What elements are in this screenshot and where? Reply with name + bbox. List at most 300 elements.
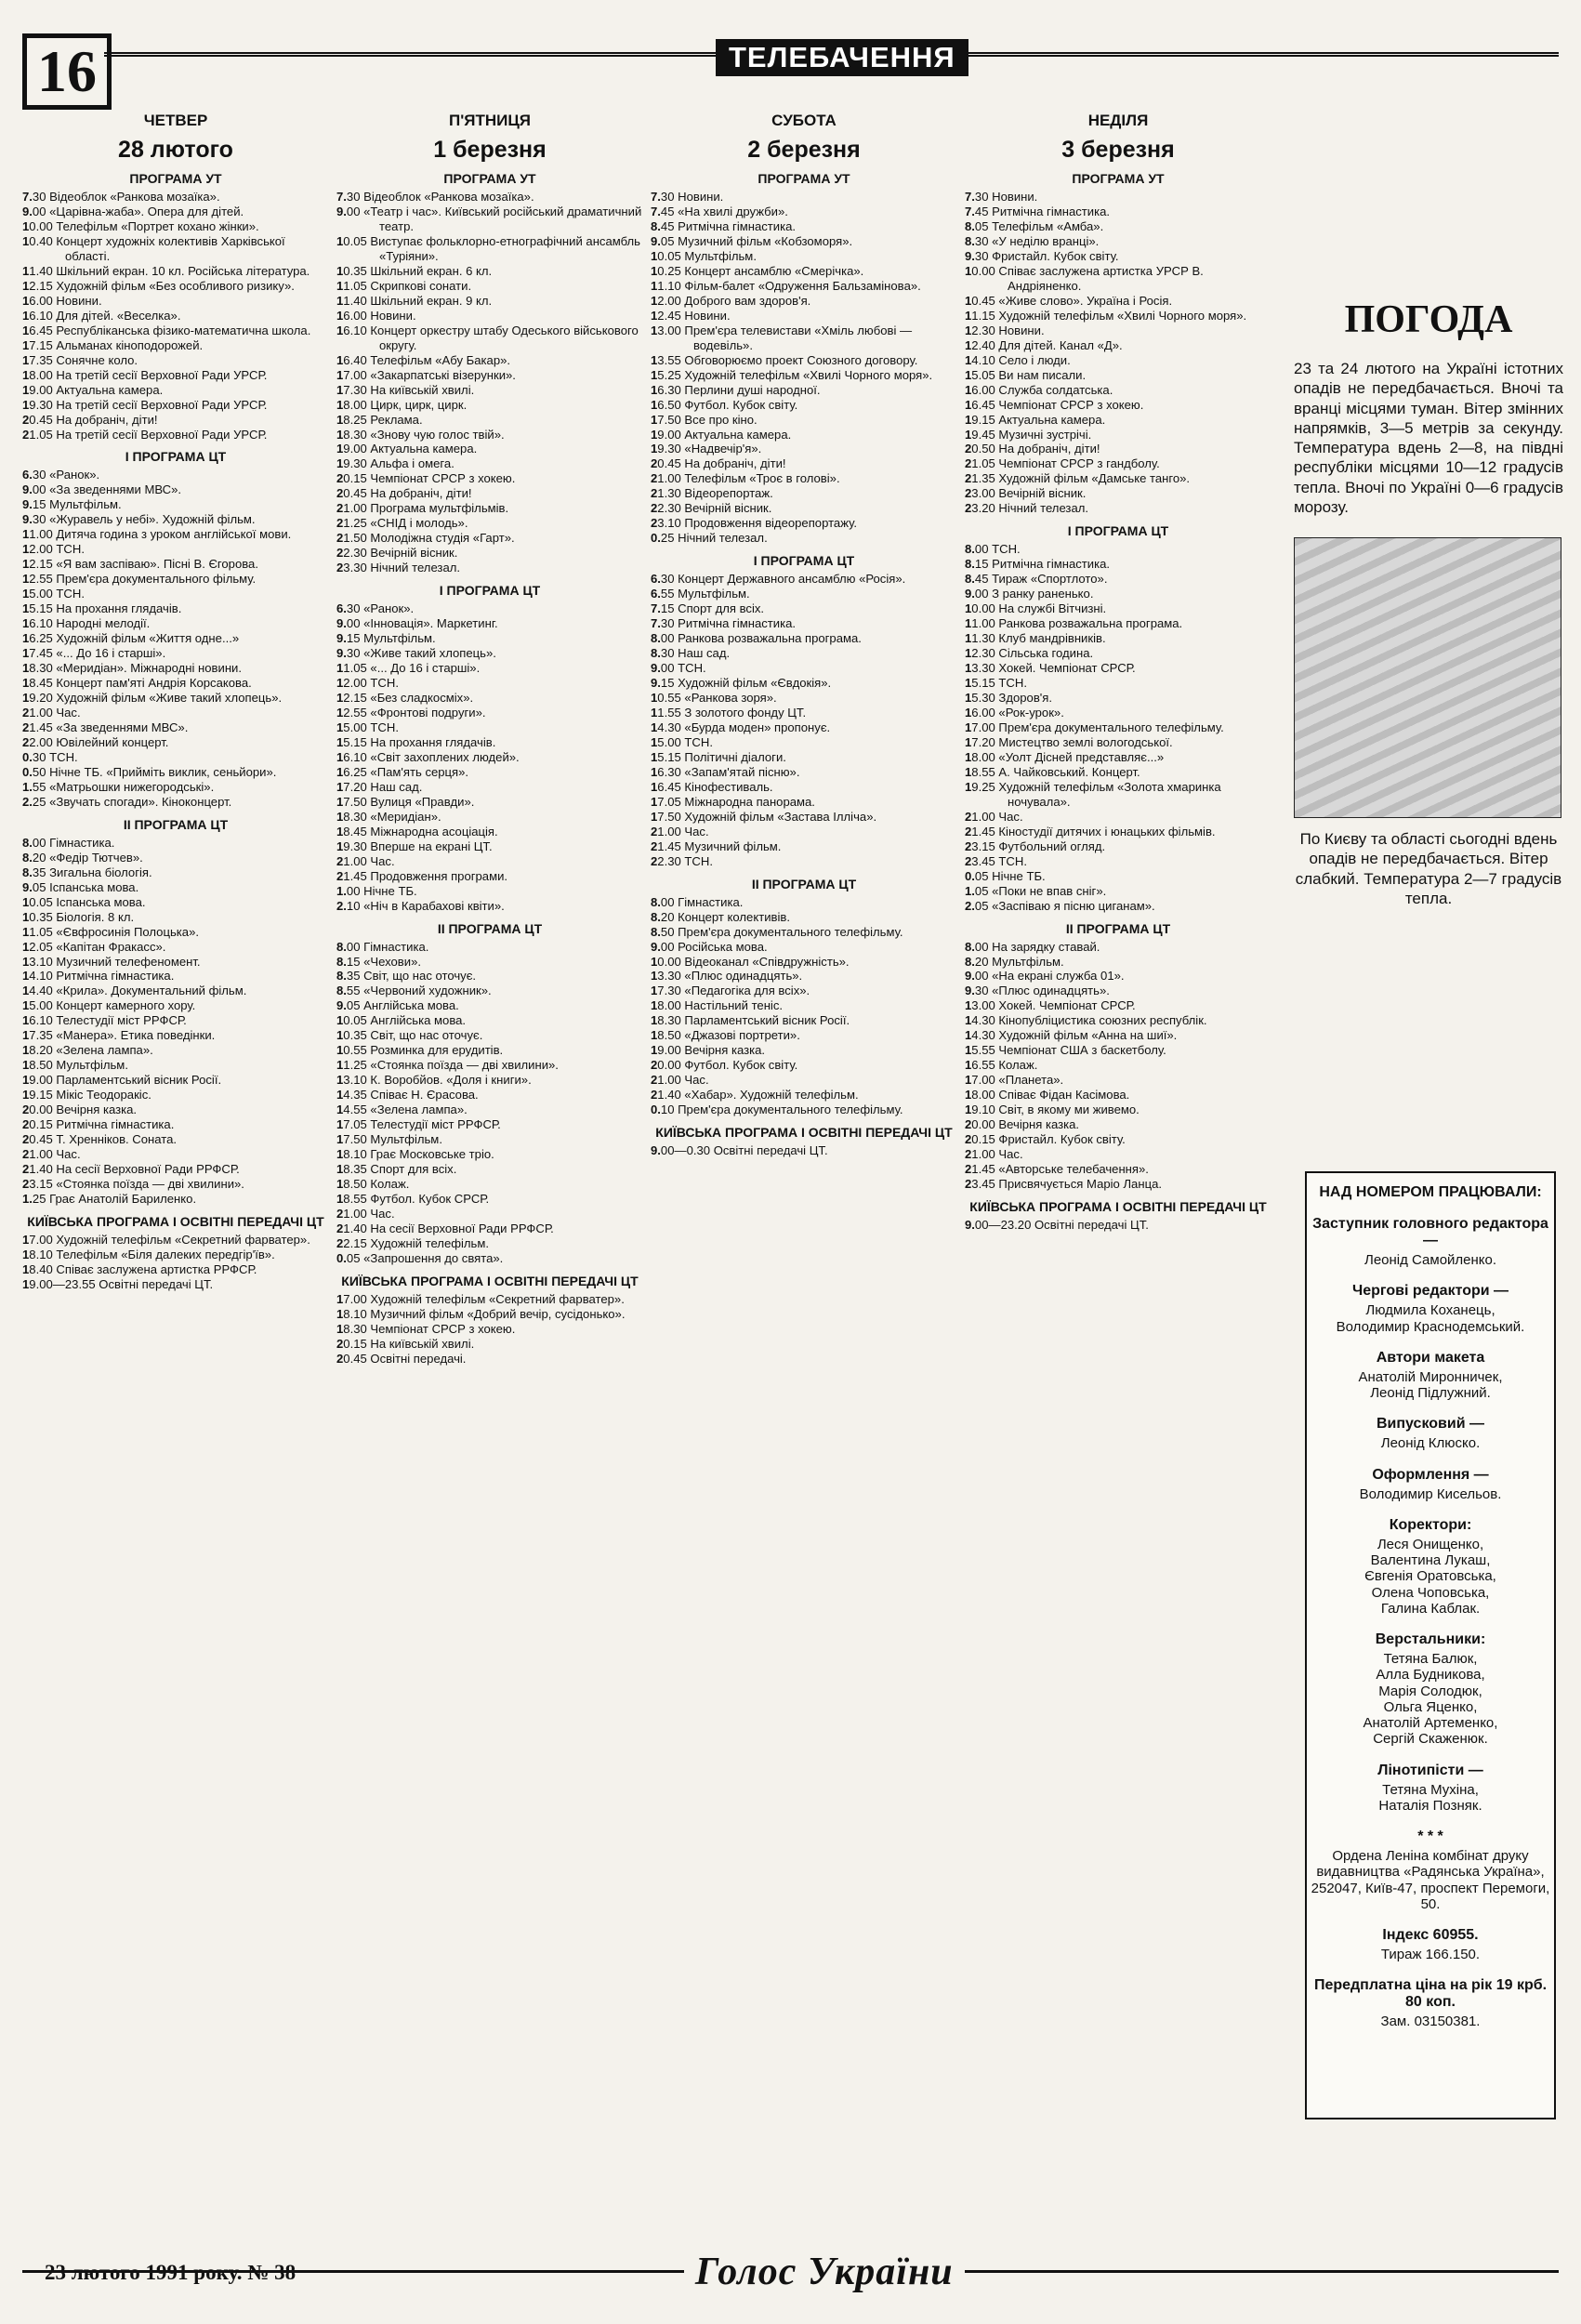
schedule-lines bbox=[965, 190, 1271, 1233]
weather-panel bbox=[1294, 297, 1563, 908]
schedule-item: 9.15 Мультфільм. bbox=[336, 631, 436, 646]
staff-role: Коректори: bbox=[1389, 1516, 1472, 1533]
schedule-item: 12.05 «Капітан Фракасс». bbox=[22, 939, 166, 954]
program-heading: I ПРОГРАМА ЦТ bbox=[753, 553, 855, 569]
schedule-item: 19.00—23.55 Освітні передачі ЦТ. bbox=[22, 1276, 214, 1291]
schedule-item: 8.35 Світ, що нас оточує. bbox=[336, 969, 477, 984]
program-heading: I ПРОГРАМА ЦТ bbox=[125, 449, 227, 465]
schedule-item: 23.10 Продовження відеорепортажу. bbox=[651, 516, 857, 531]
schedule-item: 21.00 Програма мультфільмів. bbox=[336, 501, 509, 516]
schedule-item: 21.00 Час. bbox=[22, 1147, 81, 1162]
schedule-item: 21.40 На сесії Верховної Ради РРФСР. bbox=[336, 1221, 554, 1235]
schedule-item: 18.10 Музичний фільм «Добрий вечір, сусідонько». bbox=[336, 1306, 626, 1321]
schedule-item: 20.00 Вечірня казка. bbox=[965, 1117, 1080, 1132]
schedule-item: 2.10 «Ніч в Карабахові квіти». bbox=[336, 898, 505, 913]
schedule-item: 8.15 Ритмічна гімнастика. bbox=[965, 557, 1111, 572]
schedule-item: 15.15 Політичні діалоги. bbox=[651, 749, 786, 764]
staff-names: Зам. 03150381. bbox=[1380, 2014, 1481, 2030]
schedule-item: 1.00 Нічне ТБ. bbox=[336, 883, 417, 898]
schedule-item: 17.35 «Манера». Етика поведінки. bbox=[22, 1028, 216, 1043]
schedule-item: 8.45 Тираж «Спортлото». bbox=[965, 572, 1108, 587]
schedule-item: 20.45 На добраніч, діти! bbox=[336, 486, 472, 501]
schedule-item: 0.10 Прем'єра документального телефільму. bbox=[651, 1103, 903, 1117]
schedule-item: 21.00 Час. bbox=[336, 853, 395, 868]
schedule-item: 21.00 Телефільм «Троє в голові». bbox=[651, 471, 840, 486]
schedule-item: 7.15 Спорт для всіх. bbox=[651, 601, 765, 616]
schedule-item: 12.40 Для дітей. Канал «Д». bbox=[965, 337, 1123, 352]
schedule-item: 9.00 «Царівна-жаба». Опера для дітей. bbox=[22, 204, 244, 218]
schedule-item: 9.05 Іспанська мова. bbox=[22, 879, 139, 894]
schedule-item: 8.15 «Чехови». bbox=[336, 954, 421, 969]
schedule-item: 10.35 Світ, що нас оточує. bbox=[336, 1028, 483, 1043]
program-heading: КИЇВСЬКА ПРОГРАМА І ОСВІТНІ ПЕРЕДАЧІ ЦТ bbox=[969, 1199, 1267, 1214]
day-date: 28 лютого bbox=[118, 137, 233, 163]
schedule-item: 17.00 «Закарпатські візерунки». bbox=[336, 367, 516, 382]
schedule-item: 8.20 Мультфільм. bbox=[965, 954, 1064, 969]
schedule-item: 23.15 «Стоянка поїзда — дві хвилини». bbox=[22, 1177, 244, 1192]
schedule-item: 8.00 На зарядку ставай. bbox=[965, 939, 1100, 954]
schedule-item: 7.45 «На хвилі дружби». bbox=[651, 204, 788, 218]
schedule-item: 9.05 Англійська мова. bbox=[336, 998, 459, 1013]
schedule-item: 21.00 Час. bbox=[22, 705, 81, 720]
schedule-item: 11.55 З золотого фонду ЦТ. bbox=[651, 705, 807, 720]
schedule-item: 20.45 На добраніч, діти! bbox=[651, 456, 786, 471]
schedule-item: 0.05 «Запрошення до свята». bbox=[336, 1250, 504, 1265]
schedule-item: 21.45 Музичний фільм. bbox=[651, 838, 782, 853]
schedule-item: 8.20 Концерт колективів. bbox=[651, 909, 790, 924]
staff-names: Тираж 166.150. bbox=[1380, 1947, 1481, 1962]
schedule-item: 17.05 Телестудії міст РРФСР. bbox=[336, 1117, 501, 1132]
schedule-item: 17.45 «... До 16 і старші». bbox=[22, 646, 166, 661]
staff-credit bbox=[1307, 1631, 1554, 1748]
schedule-item: 16.30 «Запам'ятай пісню». bbox=[651, 764, 800, 779]
schedule-item: 11.00 Дитяча година з уроком англійської мови. bbox=[22, 527, 292, 542]
schedule-item: 10.05 Англійська мова. bbox=[336, 1013, 467, 1028]
schedule-item: 16.10 Народні мелодії. bbox=[22, 616, 151, 631]
schedule-item: 22.00 Ювілейний концерт. bbox=[22, 734, 169, 749]
program-heading: II ПРОГРАМА ЦТ bbox=[751, 876, 857, 891]
program-heading: ПРОГРАМА УТ bbox=[129, 171, 222, 186]
program-heading: ПРОГРАМА УТ bbox=[758, 171, 850, 186]
staff-credit bbox=[1307, 1350, 1554, 1402]
schedule-item: 6.30 Концерт Державного ансамблю «Росія». bbox=[651, 572, 906, 587]
schedule-item: 9.15 Художній фільм «Євдокія». bbox=[651, 676, 832, 691]
schedule-item: 20.45 На добраніч, діти! bbox=[22, 412, 158, 427]
schedule-item: 21.50 Молодіжна студія «Гарт». bbox=[336, 531, 515, 546]
schedule-item: 8.35 Зигальна біологія. bbox=[22, 865, 152, 879]
schedule-item: 7.30 Новини. bbox=[965, 190, 1038, 204]
schedule-item: 8.00 ТСН. bbox=[965, 542, 1021, 557]
schedule-item: 18.50 Колаж. bbox=[336, 1177, 410, 1192]
schedule-item: 18.55 А. Чайковський. Концерт. bbox=[965, 764, 1140, 779]
staff-credit bbox=[1307, 1216, 1554, 1268]
schedule-item: 18.50 Мультфільм. bbox=[22, 1058, 128, 1073]
schedule-item: 9.00 «За зведеннями МВС». bbox=[22, 482, 182, 497]
schedule-item: 19.00 Актуальна камера. bbox=[651, 427, 792, 442]
schedule-item: 16.25 Художній фільм «Життя одне...» bbox=[22, 631, 240, 646]
schedule-item: 12.55 Прем'єра документального фільму. bbox=[22, 572, 257, 587]
program-heading: II ПРОГРАМА ЦТ bbox=[437, 920, 543, 936]
schedule-item: 14.30 «Бурда моден» пропонує. bbox=[651, 720, 831, 734]
schedule-item: 13.30 «Плюс одинадцять». bbox=[651, 969, 803, 984]
schedule-item: 6.55 Мультфільм. bbox=[651, 587, 750, 601]
schedule-item: 0.05 Нічне ТБ. bbox=[965, 868, 1046, 883]
schedule-item: 21.00 Час. bbox=[965, 1147, 1023, 1162]
schedule-item: 17.30 На київській хвилі. bbox=[336, 382, 475, 397]
schedule-item: 18.45 Концерт пам'яті Андрія Корсакова. bbox=[22, 676, 252, 691]
schedule-item: 16.00 Новини. bbox=[336, 308, 416, 323]
schedule-item: 18.30 «Знову чую голос твій». bbox=[336, 427, 505, 442]
schedule-item: 19.30 «Надвечір'я». bbox=[651, 442, 762, 456]
schedule-item: 10.00 Телефільм «Портрет кохано жінки». bbox=[22, 218, 259, 233]
schedule-item: 17.00 «Планета». bbox=[965, 1073, 1064, 1088]
schedule-item: 19.25 Художній телефільм «Золота хмаринка ночувала». bbox=[965, 779, 1221, 809]
schedule-item: 21.05 На третій сесії Верховної Ради УРСР. bbox=[22, 427, 268, 442]
schedule-item: 20.00 Футбол. Кубок світу. bbox=[651, 1058, 798, 1073]
schedule-item: 9.00 «Театр і час». Київський російський драматичний театр. bbox=[336, 204, 642, 233]
staff-role: Верстальники: bbox=[1375, 1631, 1486, 1647]
program-heading: I ПРОГРАМА ЦТ bbox=[439, 583, 541, 599]
schedule-item: 10.55 «Ранкова зоря». bbox=[651, 691, 777, 705]
program-heading: ПРОГРАМА УТ bbox=[1072, 171, 1165, 186]
schedule-item: 10.55 Розминка для ерудитів. bbox=[336, 1043, 504, 1058]
schedule-item: 14.30 Кінопубліцистика союзних республік. bbox=[965, 1013, 1207, 1028]
day-date: 1 березня bbox=[433, 137, 547, 163]
schedule-item: 15.00 ТСН. bbox=[336, 720, 399, 734]
schedule-item: 6.30 «Ранок». bbox=[22, 468, 100, 482]
schedule-item: 7.30 Відеоблок «Ранкова мозаїка». bbox=[336, 190, 534, 204]
schedule-item: 7.45 Ритмічна гімнастика. bbox=[965, 204, 1111, 218]
schedule-item: 16.45 Кінофестиваль. bbox=[651, 779, 773, 794]
schedule-item: 15.55 Чемпіонат США з баскетболу. bbox=[965, 1043, 1166, 1058]
schedule-item: 10.35 Біологія. 8 кл. bbox=[22, 909, 135, 924]
schedule-item: 23.45 Присвячується Маріо Ланца. bbox=[965, 1177, 1162, 1192]
weather-title: ПОГОДА bbox=[1344, 298, 1513, 341]
schedule-item: 16.40 Телефільм «Абу Бакар». bbox=[336, 352, 511, 367]
schedule-item: 14.10 Село і люди. bbox=[965, 352, 1071, 367]
staff-names: Леся Онищенко, Валентина Лукаш, Євгенія Оратовська, Олена Чоповська, Галина Каблак. bbox=[1364, 1536, 1496, 1617]
staff-names: Леонід Самойленко. bbox=[1364, 1252, 1497, 1268]
schedule-item: 18.00 Цирк, цирк, цирк. bbox=[336, 397, 468, 412]
day-column bbox=[965, 112, 1271, 2185]
schedule-item: 13.30 Хокей. Чемпіонат СРСР. bbox=[965, 661, 1136, 676]
schedule-item: 19.10 Світ, в якому ми живемо. bbox=[965, 1103, 1140, 1117]
schedule-item: 20.15 На київській хвилі. bbox=[336, 1336, 475, 1351]
schedule-item: 16.10 Для дітей. «Веселка». bbox=[22, 308, 181, 323]
staff-role: Індекс 60955. bbox=[1382, 1927, 1479, 1943]
schedule-item: 17.00 Прем'єра документального телефільму. bbox=[965, 720, 1224, 734]
schedule-item: 19.30 Альфа і омега. bbox=[336, 456, 455, 471]
staff-names: Володимир Кисельов. bbox=[1359, 1486, 1502, 1502]
schedule-item: 9.00 ТСН. bbox=[651, 661, 706, 676]
staff-role: Автори макета bbox=[1376, 1349, 1485, 1366]
staff-box bbox=[1305, 1171, 1556, 2119]
schedule-item: 20.15 Чемпіонат СРСР з хокею. bbox=[336, 471, 516, 486]
schedule-item: 11.05 Скрипкові сонати. bbox=[336, 278, 472, 293]
schedule-item: 0.25 Нічний телезал. bbox=[651, 531, 768, 546]
schedule-item: 21.45 «Авторське телебачення». bbox=[965, 1162, 1149, 1177]
schedule-item: 18.30 «Меридіан». Міжнародні новини. bbox=[22, 661, 243, 676]
schedule-item: 2.05 «Заспіваю я пісню циганам». bbox=[965, 898, 1155, 913]
staff-names: Ордена Леніна комбінат друку видавництва «Радянська Україна», 252047, Київ-47, проспект Перемоги, 50. bbox=[1311, 1848, 1550, 1912]
schedule-item: 9.15 Мультфільм. bbox=[22, 497, 122, 512]
schedule-item: 19.15 Мікіс Теодоракіс. bbox=[22, 1088, 152, 1103]
schedule-item: 11.05 «... До 16 і старші». bbox=[336, 661, 481, 676]
staff-names: Анатолій Миронничек, Леонід Підлужний. bbox=[1358, 1368, 1503, 1401]
day-title: НЕДІЛЯ bbox=[1087, 112, 1149, 129]
schedule-item: 18.50 «Джазові портрети». bbox=[651, 1028, 800, 1043]
schedule-item: 15.00 ТСН. bbox=[22, 587, 85, 601]
staff-credit bbox=[1307, 1416, 1554, 1451]
schedule-item: 10.00 Співає заслужена артистка УРСР В. Андріяненко. bbox=[965, 263, 1204, 293]
program-heading: II ПРОГРАМА ЦТ bbox=[123, 816, 229, 832]
schedule-item: 14.55 «Зелена лампа». bbox=[336, 1103, 468, 1117]
schedule-item: 9.00 «Інновація». Маркетинг. bbox=[336, 616, 498, 631]
schedule-item: 16.00 Новини. bbox=[22, 293, 102, 308]
footer-date: 23 лютого 1991 року. № 38 bbox=[45, 2261, 296, 2284]
staff-names: Тетяна Мухіна, Наталія Позняк. bbox=[1378, 1781, 1482, 1814]
schedule-item: 13.10 Музичний телефеномент. bbox=[22, 954, 201, 969]
schedule-item: 8.55 «Червоний художник». bbox=[336, 984, 492, 998]
schedule-item: 14.35 Співає Н. Єрасова. bbox=[336, 1088, 479, 1103]
schedule-item: 13.00 Прем'єра телевистави «Хміль любові — водевіль». bbox=[651, 323, 913, 352]
schedule-item: 19.30 Вперше на екрані ЦТ. bbox=[336, 838, 493, 853]
schedule-item: 2.25 «Звучать спогади». Кіноконцерт. bbox=[22, 794, 232, 809]
weather-forecast: 23 та 24 лютого на Україні істотних опадів не передбачається. Вночі та вранці місцями туман. Вітер змінних напрямків, 3—5 метрів за секунду. Температура вдень 2—8, на півдні республіки місцями 10—12 градусів тепла. Вночі по Україні 0—6 градусів морозу. bbox=[1294, 360, 1563, 516]
schedule-item: 15.00 ТСН. bbox=[651, 734, 713, 749]
schedule-item: 16.45 Чемпіонат СРСР з хокею. bbox=[965, 397, 1144, 412]
schedule-item: 0.30 ТСН. bbox=[22, 749, 78, 764]
day-column bbox=[651, 112, 957, 2185]
schedule-item: 12.15 «Без сладкосміх». bbox=[336, 691, 474, 705]
schedule-item: 18.20 «Зелена лампа». bbox=[22, 1043, 153, 1058]
schedule-item: 15.15 ТСН. bbox=[965, 676, 1027, 691]
schedule-item: 16.50 Футбол. Кубок світу. bbox=[651, 397, 798, 412]
schedule-item: 8.50 Прем'єра документального телефільму. bbox=[651, 924, 903, 939]
schedule-item: 8.30 «У неділю вранці». bbox=[965, 233, 1100, 248]
schedule-item: 11.10 Фільм-балет «Одруження Бальзаміновa». bbox=[651, 278, 921, 293]
schedule-item: 10.45 «Живе слово». Україна і Росія. bbox=[965, 293, 1173, 308]
schedule-item: 19.30 На третій сесії Верховної Ради УРСР. bbox=[22, 397, 268, 412]
schedule-lines bbox=[336, 190, 643, 1367]
schedule-item: 19.15 Актуальна камера. bbox=[965, 412, 1106, 427]
schedule-item: 16.10 Телестудії міст РРФСР. bbox=[22, 1013, 187, 1028]
schedule-item: 11.15 Художній телефільм «Хвилі Чорного моря». bbox=[965, 308, 1247, 323]
schedule-item: 18.30 «Меридіан». bbox=[336, 809, 441, 824]
program-heading: II ПРОГРАМА ЦТ bbox=[1065, 920, 1171, 936]
schedule-item: 10.40 Концерт художніх колективів Харківської області. bbox=[22, 233, 285, 263]
schedule-item: 17.50 Мультфільм. bbox=[336, 1132, 442, 1147]
staff-role: Випусковий — bbox=[1377, 1416, 1484, 1433]
schedule-item: 9.00—0.30 Освітні передачі ЦТ. bbox=[651, 1143, 828, 1158]
schedule-item: 16.10 Концерт оркестру штабу Одеського військового округу. bbox=[336, 323, 639, 352]
schedule-item: 14.40 «Крила». Документальний фільм. bbox=[22, 984, 247, 998]
staff-role: * * * bbox=[1417, 1829, 1443, 1844]
schedule-item: 13.10 К. Воробйов. «Доля і книги». bbox=[336, 1073, 532, 1088]
schedule-item: 0.50 Нічне ТБ. «Прийміть виклик, сеньйори». bbox=[22, 764, 277, 779]
schedule-item: 19.00 Актуальна камера. bbox=[336, 442, 478, 456]
staff-role: Лінотипісти — bbox=[1377, 1762, 1483, 1778]
day-title: СУБОТА bbox=[771, 112, 837, 129]
schedule-item: 14.10 Ритмічна гімнастика. bbox=[22, 969, 175, 984]
schedule-item: 8.05 Телефільм «Амба». bbox=[965, 218, 1104, 233]
schedule-item: 21.00 Час. bbox=[651, 1073, 709, 1088]
staff-credit bbox=[1307, 1763, 1554, 1815]
schedule-item: 17.20 Мистецтво землі вологодської. bbox=[965, 734, 1173, 749]
schedule-item: 8.00 Гімнастика. bbox=[22, 835, 115, 850]
schedule-item: 21.05 Чемпіонат СРСР з гандболу. bbox=[965, 456, 1160, 471]
schedule-item: 20.15 Ритмічна гімнастика. bbox=[22, 1117, 175, 1132]
schedule-item: 17.35 Сонячне коло. bbox=[22, 352, 138, 367]
schedule-item: 9.05 Музичний фільм «Кобзоморя». bbox=[651, 233, 853, 248]
schedule-item: 18.00 Співає Фідан Касімова. bbox=[965, 1088, 1130, 1103]
schedule-item: 21.45 «За зведеннями МВС». bbox=[22, 720, 189, 734]
schedule-item: 23.30 Нічний телезал. bbox=[336, 561, 460, 575]
schedule-item: 12.00 Доброго вам здоров'я. bbox=[651, 293, 811, 308]
staff-role: НАД НОМЕРОМ ПРАЦЮВАЛИ: bbox=[1319, 1184, 1542, 1200]
schedule-item: 11.30 Клуб мандрівників. bbox=[965, 631, 1106, 646]
schedule-item: 16.55 Колаж. bbox=[965, 1058, 1038, 1073]
schedule-item: 10.05 Іспанська мова. bbox=[22, 894, 146, 909]
schedule-item: 18.40 Співає заслужена артистка РРФСР. bbox=[22, 1261, 257, 1276]
schedule-item: 8.30 Наш сад. bbox=[651, 646, 731, 661]
schedule-item: 10.35 Шкільний екран. 6 кл. bbox=[336, 263, 493, 278]
schedule-item: 11.05 «Євфросинія Полоцька». bbox=[22, 924, 200, 939]
schedule-item: 11.40 Шкільний екран. 9 кл. bbox=[336, 293, 493, 308]
day-title: ЧЕТВЕР bbox=[143, 112, 208, 129]
schedule-item: 12.30 Сільська година. bbox=[965, 646, 1094, 661]
schedule-item: 12.00 ТСН. bbox=[22, 542, 85, 557]
schedule-item: 16.30 Перлини душі народної. bbox=[651, 382, 821, 397]
schedule-item: 18.35 Спорт для всіх. bbox=[336, 1162, 457, 1177]
schedule-item: 17.00 Художній телефільм «Секретний фарватер». bbox=[336, 1291, 625, 1306]
staff-role: Чергові редактори — bbox=[1351, 1283, 1509, 1300]
schedule-item: 10.00 На службі Вітчизні. bbox=[965, 601, 1107, 616]
schedule-item: 10.25 Концерт ансамблю «Смерічка». bbox=[651, 263, 864, 278]
day-date: 3 березня bbox=[1061, 137, 1175, 163]
schedule-item: 20.45 Освітні передачі. bbox=[336, 1351, 467, 1366]
program-heading: КИЇВСЬКА ПРОГРАМА І ОСВІТНІ ПЕРЕДАЧІ ЦТ bbox=[341, 1273, 639, 1288]
schedule-item: 23.15 Футбольний огляд. bbox=[965, 838, 1106, 853]
program-heading: КИЇВСЬКА ПРОГРАМА І ОСВІТНІ ПЕРЕДАЧІ ЦТ bbox=[27, 1213, 324, 1229]
schedule-item: 18.25 Реклама. bbox=[336, 412, 423, 427]
schedule-item: 21.00 Час. bbox=[336, 1206, 395, 1221]
schedule-item: 22.15 Художній телефільм. bbox=[336, 1235, 490, 1250]
schedule-item: 18.30 Парламентський вісник Росії. bbox=[651, 1013, 850, 1028]
schedule-item: 20.45 Т. Хренніков. Соната. bbox=[22, 1132, 178, 1147]
schedule-item: 15.00 Концерт камерного хору. bbox=[22, 998, 196, 1013]
schedule-item: 19.20 Художній фільм «Живе такий хлопець». bbox=[22, 691, 283, 705]
staff-credit bbox=[1307, 1977, 1554, 2029]
schedule-item: 9.30 «Журавель у небі». Художній фільм. bbox=[22, 512, 256, 527]
schedule-item: 15.30 Здоров'я. bbox=[965, 691, 1052, 705]
schedule-item: 21.00 Час. bbox=[965, 809, 1023, 824]
weather-caption: По Києву та області сьогодні вдень опадів не передбачається. Вітер слабкий. Температура 2—7 градусів тепла. bbox=[1295, 830, 1562, 907]
staff-names: Леонід Клюско. bbox=[1380, 1435, 1481, 1452]
schedule-item: 10.00 Відеоканал «Співдружність». bbox=[651, 954, 850, 969]
schedule-item: 12.00 ТСН. bbox=[336, 676, 399, 691]
schedule-item: 12.15 Художній фільм «Без особливого ризику». bbox=[22, 278, 295, 293]
schedule-item: 23.00 Вечірній вісник. bbox=[965, 486, 1087, 501]
staff-names: Людмила Коханець, Володимир Краснодемський. bbox=[1336, 1302, 1525, 1335]
schedule-item: 18.55 Футбол. Кубок СРСР. bbox=[336, 1192, 490, 1206]
program-heading: I ПРОГРАМА ЦТ bbox=[1067, 523, 1169, 539]
schedule-item: 11.40 Шкільний екран. 10 кл. Російська література. bbox=[22, 263, 310, 278]
schedule-item: 17.50 Вулиця «Правди». bbox=[336, 794, 475, 809]
schedule-item: 20.00 Вечірня казка. bbox=[22, 1103, 138, 1117]
staff-role: Оформлення — bbox=[1372, 1466, 1489, 1483]
staff-credit bbox=[1307, 1184, 1554, 1201]
schedule-item: 11.00 Ранкова розважальна програма. bbox=[965, 616, 1183, 631]
staff-credit bbox=[1307, 1829, 1554, 1912]
schedule-item: 20.50 На добраніч, діти! bbox=[965, 442, 1100, 456]
schedule-item: 18.00 Настільний теніс. bbox=[651, 998, 784, 1013]
schedule-item: 16.45 Республіканська фізико-математична школа. bbox=[22, 323, 311, 337]
schedule-item: 12.55 «Фронтові подруги». bbox=[336, 705, 486, 720]
schedule-item: 7.30 Ритмічна гімнастика. bbox=[651, 616, 797, 631]
staff-credit bbox=[1307, 1517, 1554, 1617]
day-date: 2 березня bbox=[747, 137, 861, 163]
schedule-item: 11.25 «Стоянка поїзда — дві хвилини». bbox=[336, 1058, 559, 1073]
schedule-item: 17.30 «Педагогіка для всіх». bbox=[651, 984, 810, 998]
schedule-item: 17.15 Альманах кіноподорожей. bbox=[22, 337, 204, 352]
schedule-item: 17.50 Художній фільм «Застава Ілліча». bbox=[651, 809, 877, 824]
schedule-item: 21.00 Час. bbox=[651, 824, 709, 838]
schedule-item: 14.30 Художній фільм «Анна на шиї». bbox=[965, 1028, 1178, 1043]
schedule-item: 9.00 Російська мова. bbox=[651, 939, 768, 954]
newspaper-masthead: Голос України bbox=[684, 2250, 965, 2294]
page-number: 16 bbox=[22, 33, 112, 110]
schedule-item: 17.05 Міжнародна панорама. bbox=[651, 794, 815, 809]
schedule-item: 19.00 Парламентський вісник Росії. bbox=[22, 1073, 222, 1088]
schedule-item: 12.30 Новини. bbox=[965, 323, 1045, 337]
schedule-item: 15.15 На прохання глядачів. bbox=[22, 601, 182, 616]
schedule-item: 18.10 Телефільм «Біля далеких передгір'їв». bbox=[22, 1247, 275, 1261]
staff-credit bbox=[1307, 1283, 1554, 1335]
schedule-item: 7.30 Відеоблок «Ранкова мозаїка». bbox=[22, 190, 220, 204]
schedule-item: 21.45 Продовження програми. bbox=[336, 868, 508, 883]
schedule-item: 23.20 Нічний телезал. bbox=[965, 501, 1088, 516]
schedule-item: 22.30 Вечірній вісник. bbox=[651, 501, 772, 516]
section-title: ТЕЛЕБАЧЕННЯ bbox=[716, 39, 968, 76]
schedule-item: 6.30 «Ранок». bbox=[336, 601, 415, 616]
schedule-item: 15.05 Ви нам писали. bbox=[965, 367, 1087, 382]
tv-schedule bbox=[22, 112, 1277, 2185]
schedule-item: 23.45 ТСН. bbox=[965, 853, 1027, 868]
schedule-item: 8.00 Гімнастика. bbox=[651, 894, 744, 909]
schedule-item: 15.15 На прохання глядачів. bbox=[336, 734, 496, 749]
schedule-item: 22.30 ТСН. bbox=[651, 853, 713, 868]
staff-names: Тетяна Балюк, Алла Будникова, Марія Солодюк, Ольга Яценко, Анатолій Артеменко, Сергій Скаженюк. bbox=[1363, 1651, 1498, 1748]
schedule-item: 17.20 Наш сад. bbox=[336, 779, 423, 794]
schedule-item: 1.05 «Поки не впав сніг». bbox=[965, 883, 1107, 898]
schedule-item: 12.15 «Я вам заспіваю». Пісні В. Єгорова. bbox=[22, 557, 258, 572]
staff-role: Заступник головного редактора — bbox=[1312, 1216, 1548, 1248]
schedule-item: 7.30 Новини. bbox=[651, 190, 724, 204]
schedule-item: 17.50 Все про кіно. bbox=[651, 412, 758, 427]
schedule-item: 18.00 «Уолт Дісней представляє...» bbox=[965, 749, 1165, 764]
staff-credit bbox=[1307, 1927, 1554, 1962]
schedule-item: 19.45 Музичні зустрічі. bbox=[965, 427, 1092, 442]
day-column bbox=[336, 112, 643, 2185]
schedule-item: 18.30 Чемпіонат СРСР з хокею. bbox=[336, 1321, 516, 1336]
schedule-item: 1.25 Грає Анатолій Бариленко. bbox=[22, 1192, 197, 1206]
schedule-item: 9.00 «На екрані служба 01». bbox=[965, 969, 1125, 984]
schedule-item: 9.00—23.20 Освітні передачі ЦТ. bbox=[965, 1218, 1149, 1232]
schedule-item: 22.30 Вечірній вісник. bbox=[336, 546, 458, 561]
schedule-item: 9.30 «Живе такий хлопець». bbox=[336, 646, 496, 661]
schedule-item: 12.45 Новини. bbox=[651, 308, 731, 323]
